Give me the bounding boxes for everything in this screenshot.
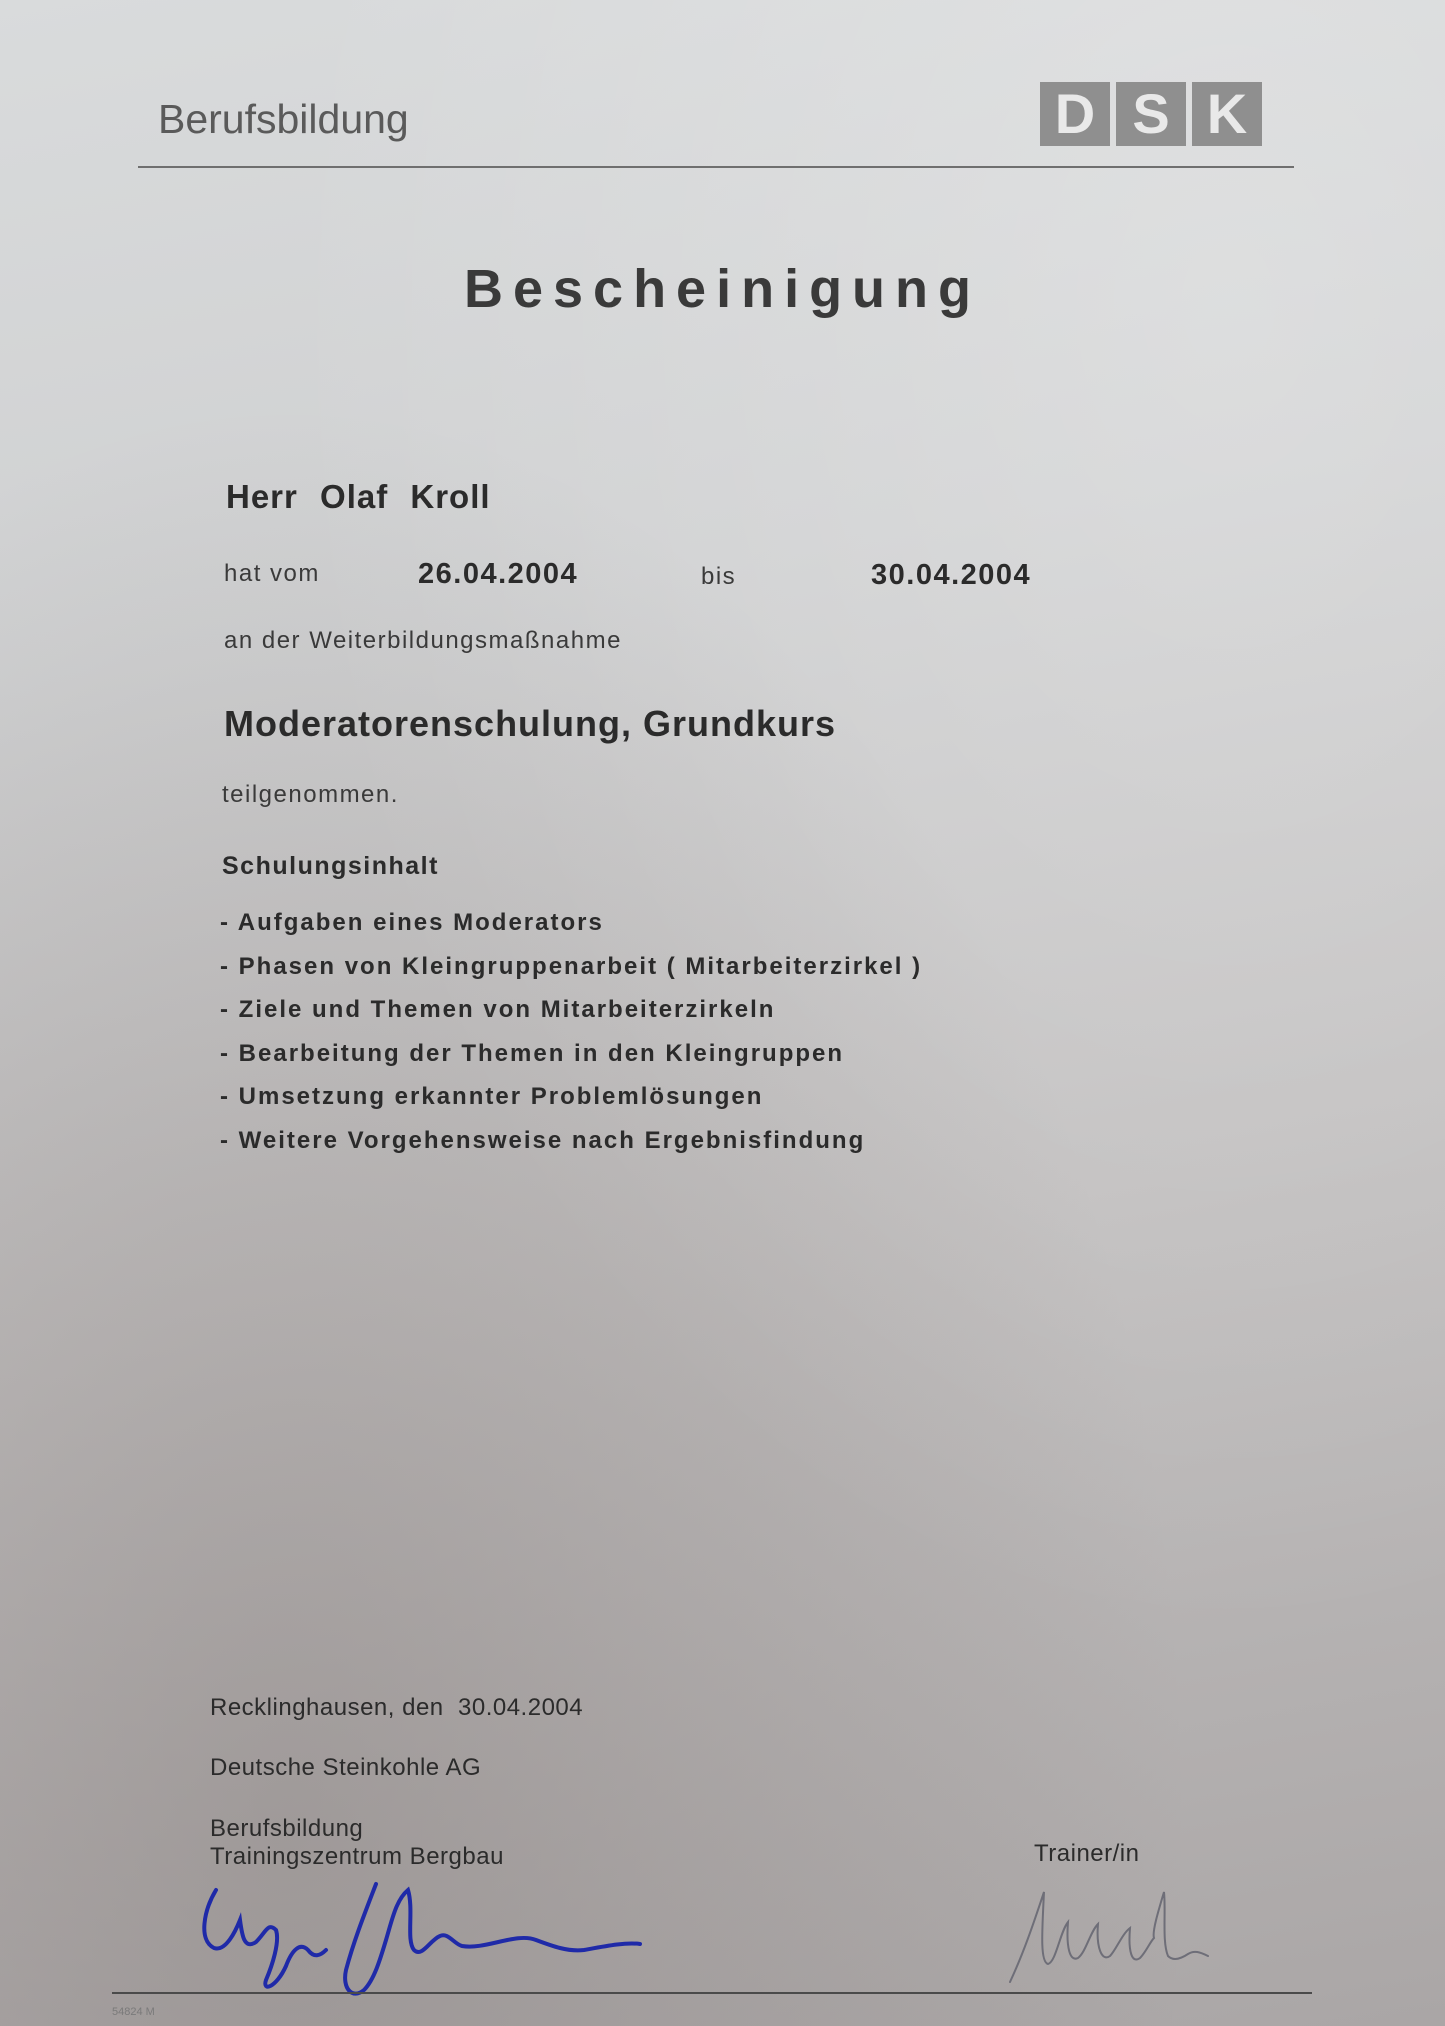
document-title: Bescheinigung xyxy=(463,259,982,319)
recipient-name: Herr Olaf Kroll xyxy=(226,478,491,515)
from-label: hat vom xyxy=(224,560,320,587)
measure-label: an der Weiterbildungsmaßnahme xyxy=(224,627,622,654)
department-label: Berufsbildung xyxy=(158,96,409,142)
participation-text: teilgenommen. xyxy=(222,781,399,808)
trainer-label: Trainer/in xyxy=(1034,1840,1140,1867)
list-item: - Weitere Vorgehensweise nach Ergebnisfindung xyxy=(220,1126,866,1154)
logo-letter-s: S xyxy=(1116,82,1186,146)
content-list xyxy=(220,908,922,1169)
list-item: - Bearbeitung der Themen in den Kleingruppen xyxy=(220,1039,845,1067)
training-center: Trainingszentrum Bergbau xyxy=(210,1843,504,1870)
company-name: Deutsche Steinkohle AG xyxy=(210,1754,482,1781)
course-name: Moderatorenschulung, Grundkurs xyxy=(224,703,837,744)
header-divider xyxy=(138,166,1294,168)
signature-left xyxy=(196,1870,646,2010)
list-item: - Phasen von Kleingruppenarbeit ( Mitarbeiterzirkel ) xyxy=(220,952,923,980)
dsk-logo xyxy=(1040,82,1262,146)
list-item: - Aufgaben eines Moderators xyxy=(220,909,604,936)
content-heading: Schulungsinhalt xyxy=(222,852,439,880)
form-code: 54824 M xyxy=(112,2006,155,2018)
from-date: 26.04.2004 xyxy=(418,558,579,590)
list-item: - Umsetzung erkannter Problemlösungen xyxy=(220,1083,764,1110)
list-item: - Ziele und Themen von Mitarbeiterzirkeln xyxy=(220,996,776,1023)
to-date: 30.04.2004 xyxy=(871,559,1032,591)
place-date: Recklinghausen, den 30.04.2004 xyxy=(210,1694,584,1721)
to-label: bis xyxy=(701,563,737,590)
logo-letter-d: D xyxy=(1040,82,1110,146)
signature-right xyxy=(1004,1872,1244,1992)
signature-line xyxy=(112,1992,1312,1994)
logo-letter-k: K xyxy=(1192,82,1262,146)
division-name: Berufsbildung xyxy=(210,1815,364,1842)
